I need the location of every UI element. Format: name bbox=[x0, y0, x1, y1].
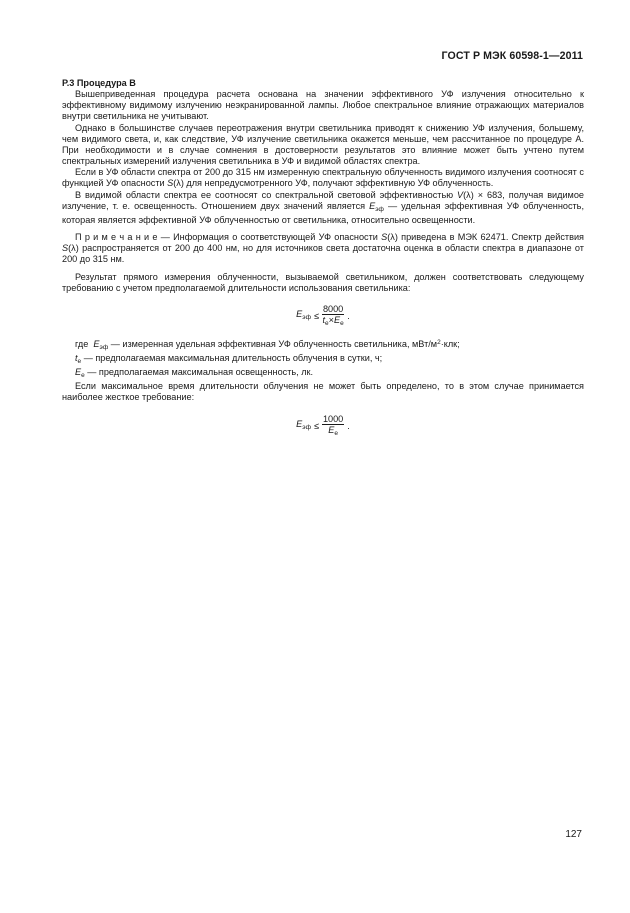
note-label: П р и м е ч а н и е bbox=[75, 232, 158, 243]
legend-block bbox=[62, 337, 584, 381]
formula-1: $E_{эф}$ ≤ $\frac{8000}{t_e\times E_e}$ . bbox=[296, 303, 350, 327]
legend-e: где $E_{эф}$ — измеренная удельная эффективная УФ облученность светильника, мВт/$м^2\cdot клк$; bbox=[75, 338, 460, 351]
paragraph-6: Если максимальное время длительности облучения не может быть определено, то в этом случае принимается наиболее жесткое требование: bbox=[62, 381, 584, 403]
note-paragraph: П р и м е ч а н и е — Информация о соответствующей УФ опасности S(λ) приведена в МЭК 62471. Спектр действия S(λ) распространяется от 200 до 400 нм, но для источников света достаточна оценка в области спектра в диапазоне от 200 до 315 нм. bbox=[62, 232, 584, 265]
legend-t: $t_e$ — предполагаемая максимальная длительность облучения в сутки, ч; bbox=[75, 352, 383, 365]
section-title: Р.3 Процедура В bbox=[62, 78, 136, 88]
formula-1-fraction: $\frac{8000}{t_e\times E_e}$ bbox=[322, 303, 344, 327]
paragraph-4: В видимой области спектра ее соотносят со спектральной световой эффективностью V(λ) × 683, получая видимое излучение, т. е. освещенность. Отношением двух значений является $E_{эф}$ — удельная эффективная УФ облученность, которая является эффективной УФ облученностью от светильника, относительно освещенности. bbox=[62, 189, 584, 225]
formula-2: $E_{эф}$ ≤ $\frac{1000}{E_e}$ . bbox=[296, 413, 350, 437]
paragraph-5: Результат прямого измерения облученности, вызываемой светильником, должен соответствовать следующему требованию с учетом предполагаемой длительности использования светильника: bbox=[62, 271, 584, 293]
paragraph-2: Однако в большинстве случаев переотражения внутри светильника приводят к снижению УФ излучения, большему, чем видимого света, и, как следствие, УФ излучение светильника окажется меньше, чем рассчитанное по процедуре А. При необходимости и в случае сомнения в достоверности результатов это влияние может быть учтено путем спектральных измерений излучения светильника в УФ и видимой областях спектра. bbox=[62, 122, 584, 167]
paragraph-1: Вышеприведенная процедура расчета основана на значении эффективного УФ излучения относительно к эффективному видимому излучению неэкранированной лампы. Любое спектральное влияние отражающих материалов внутри светильника не учитывают. bbox=[62, 89, 584, 122]
page-body bbox=[62, 78, 584, 447]
document-header: ГОСТ Р МЭК 60598-1—2011 bbox=[441, 50, 583, 62]
formula-2-fraction: $\frac{1000}{E_e}$ bbox=[322, 413, 344, 437]
paragraph-3: Если в УФ области спектра от 200 до 315 нм измеренную спектральную облученность видимого излучения соотносят с функцией УФ опасности S(λ) для непредусмотренного УФ, получают эффективную УФ облученность. bbox=[62, 167, 584, 189]
page-number: 127 bbox=[565, 829, 582, 840]
legend-ee: $E_e$ — предполагаемая максимальная освещенность, лк. bbox=[75, 367, 314, 380]
